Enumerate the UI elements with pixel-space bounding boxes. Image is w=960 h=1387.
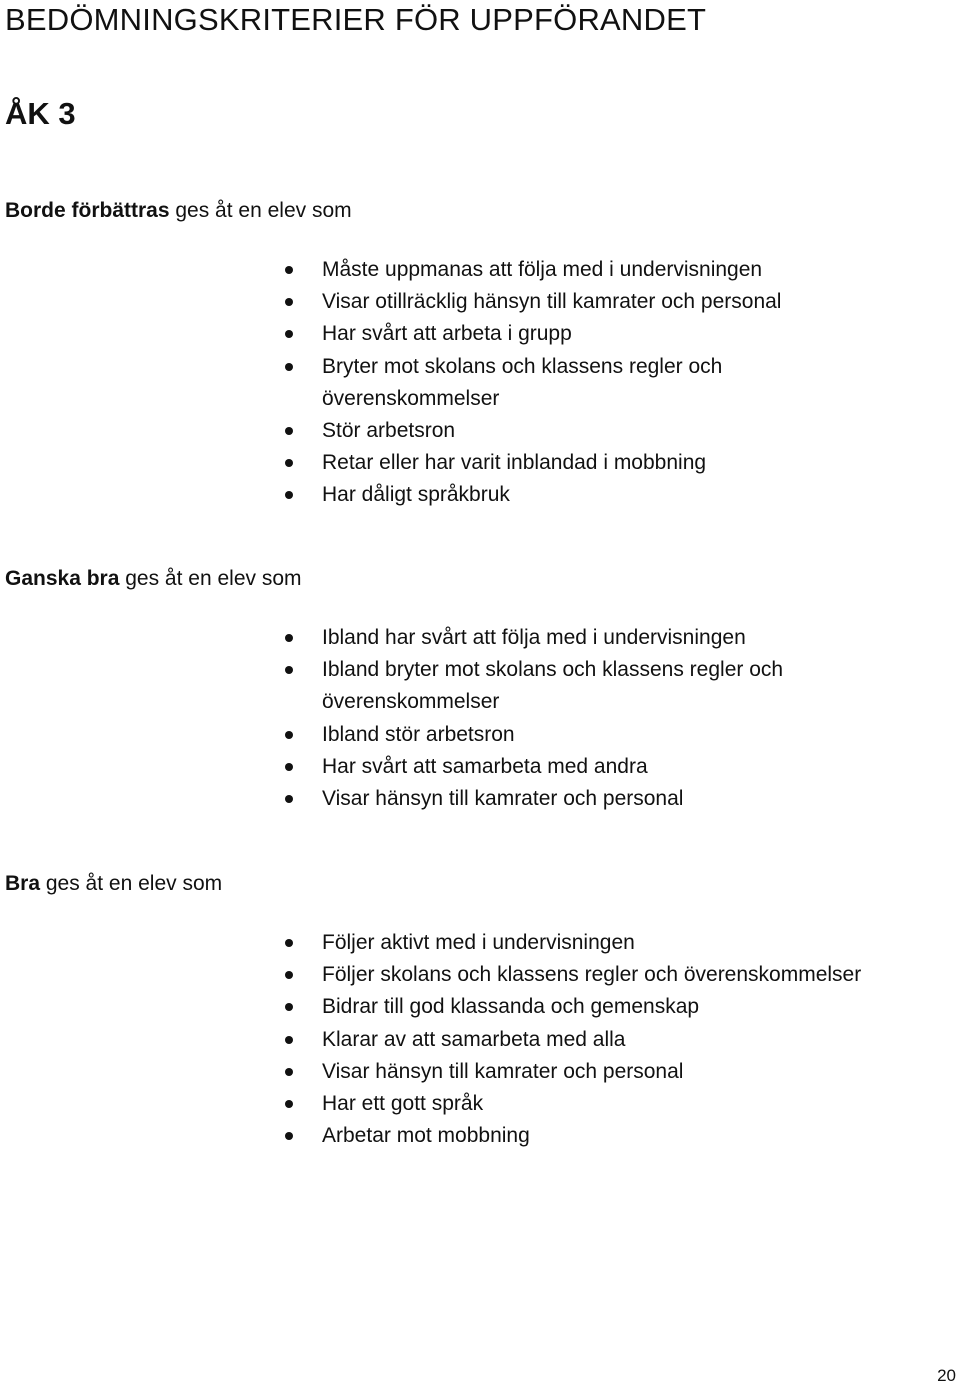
section-heading-bra <box>5 872 222 896</box>
list-item <box>285 1056 945 1088</box>
bullet-icon <box>285 1036 293 1044</box>
list-item-text: Stör arbetsron <box>322 419 456 443</box>
level-suffix: ges åt en elev som <box>119 567 302 590</box>
level-label: Ganska bra <box>5 567 120 590</box>
list-item-text: Ibland bryter mot skolans och klassens regler och överenskommelser <box>322 658 784 714</box>
list-item <box>285 1088 945 1120</box>
level-label: Bra <box>5 872 41 895</box>
list-item <box>285 1024 945 1056</box>
list-item-text: Visar hänsyn till kamrater och personal <box>322 1059 684 1083</box>
level-label: Borde förbättras <box>5 199 170 222</box>
bullet-icon <box>285 427 293 435</box>
page-title: BEDÖMNINGSKRITERIER FÖR UPPFÖRANDET <box>5 2 707 37</box>
list-item <box>285 1120 945 1152</box>
section-heading-ganska-bra <box>5 567 302 591</box>
list-item <box>285 991 945 1023</box>
list-item <box>285 959 945 991</box>
list-item <box>285 927 945 959</box>
list-item <box>285 254 945 286</box>
list-item <box>285 751 945 783</box>
list-item-text: Har dåligt språkbruk <box>322 483 510 507</box>
list-item <box>285 479 945 511</box>
list-item-text: Har ett gott språk <box>322 1092 484 1116</box>
bullet-icon <box>285 266 293 274</box>
list-item <box>285 719 945 751</box>
bullet-icon <box>285 491 293 499</box>
bullet-icon <box>285 298 293 306</box>
bullet-icon <box>285 363 293 371</box>
criteria-list-borde-forbattras <box>285 254 945 512</box>
bullet-icon <box>285 1003 293 1011</box>
list-item-text: Har svårt att samarbeta med andra <box>322 754 648 778</box>
list-item-text: Måste uppmanas att följa med i undervisningen <box>322 258 763 281</box>
list-item <box>285 622 945 654</box>
bullet-icon <box>285 939 293 947</box>
bullet-icon <box>285 763 293 771</box>
list-item <box>285 447 945 479</box>
bullet-icon <box>285 459 293 467</box>
list-item <box>285 286 945 318</box>
level-suffix: ges åt en elev som <box>169 199 352 222</box>
bullet-icon <box>285 731 293 739</box>
list-item-text: Klarar av att samarbeta med alla <box>322 1027 626 1051</box>
bullet-icon <box>285 1132 293 1140</box>
bullet-icon <box>285 666 293 674</box>
list-item-text: Visar hänsyn till kamrater och personal <box>322 787 684 811</box>
list-item-text: Ibland stör arbetsron <box>322 722 515 746</box>
list-item-text: Ibland har svårt att följa med i undervisningen <box>322 626 746 649</box>
list-item-text: Visar otillräcklig hänsyn till kamrater och personal <box>322 290 782 314</box>
bullet-icon <box>285 795 293 803</box>
criteria-list-ganska-bra <box>285 622 945 815</box>
list-item-text: Bryter mot skolans och klassens regler och överenskommelser <box>322 354 723 410</box>
bullet-icon <box>285 634 293 642</box>
section-heading-borde-forbattras <box>5 199 352 223</box>
list-item <box>285 654 882 718</box>
bullet-icon <box>285 971 293 979</box>
list-item <box>285 415 945 447</box>
bullet-icon <box>285 1100 293 1108</box>
list-item <box>285 318 945 350</box>
list-item-text: Har svårt att arbeta i grupp <box>322 322 572 346</box>
list-item <box>285 783 945 815</box>
list-item-text: Följer aktivt med i undervisningen <box>322 931 635 954</box>
list-item <box>285 351 822 415</box>
list-item-text: Retar eller har varit inblandad i mobbning <box>322 451 707 475</box>
list-item-text: Följer skolans och klassens regler och överenskommelser <box>322 963 862 987</box>
criteria-list-bra <box>285 927 945 1152</box>
bullet-icon <box>285 330 293 338</box>
list-item-text: Bidrar till god klassanda och gemenskap <box>322 995 700 1019</box>
list-item-text: Arbetar mot mobbning <box>322 1124 530 1148</box>
level-suffix: ges åt en elev som <box>40 872 223 895</box>
bullet-icon <box>285 1068 293 1076</box>
page-number: 20 <box>937 1366 956 1385</box>
grade-heading: ÅK 3 <box>5 96 76 131</box>
